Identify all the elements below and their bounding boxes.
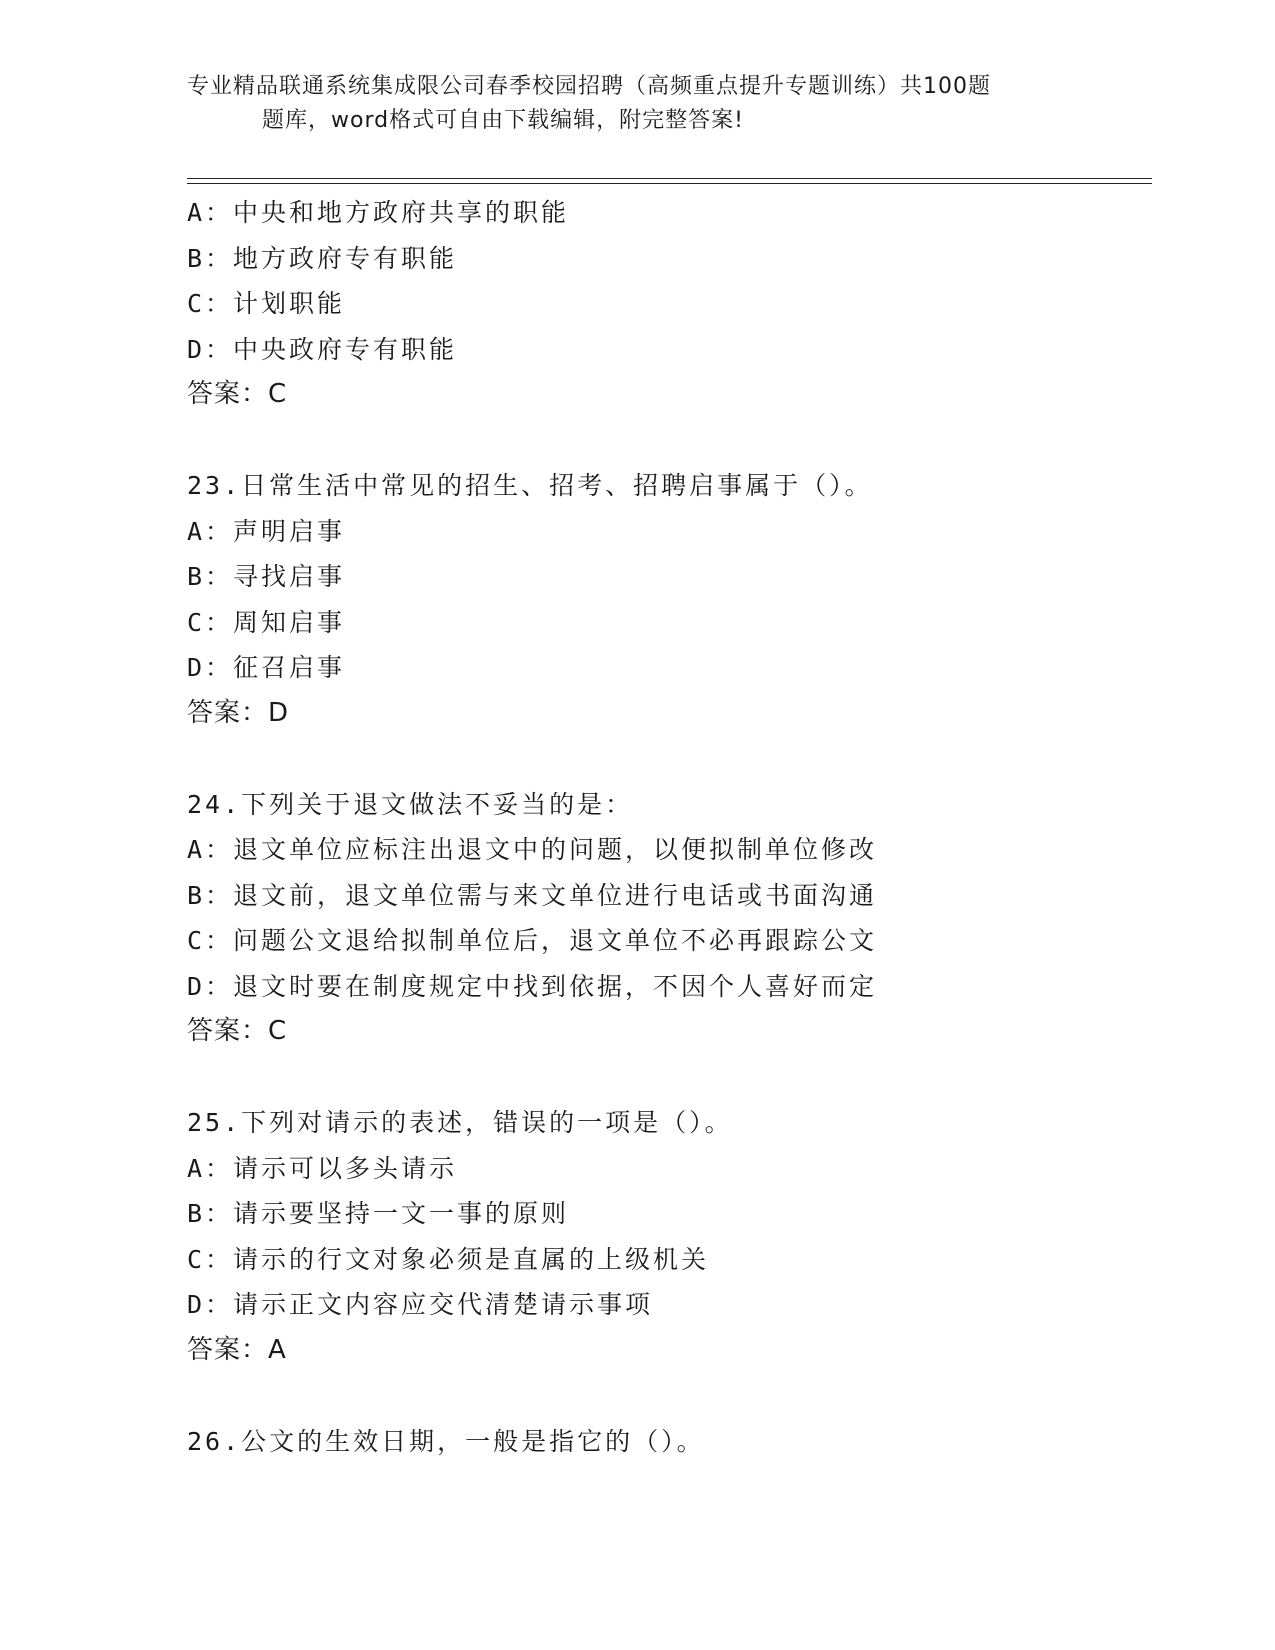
spacer (187, 1373, 1187, 1419)
question-block-25 (187, 1100, 1187, 1373)
question-block-22 (187, 190, 1187, 418)
option-a: A：请示可以多头请示 (187, 1153, 458, 1183)
answer-label: 答案：C (187, 1016, 288, 1046)
option-d: D：征召启事 (187, 653, 346, 682)
option-b: B：请示要坚持一文一事的原则 (187, 1199, 570, 1228)
option-d: D：中央政府专有职能 (187, 334, 458, 364)
option-c: C：计划职能 (187, 289, 346, 318)
option-a: A：退文单位应标注出退文中的问题，以便拟制单位修改 (187, 835, 878, 864)
header-title-line-1: 专业精品联通系统集成限公司春季校园招聘（高频重点提升专题训练）共100题 (187, 74, 991, 99)
question-text: 26.公文的生效日期，一般是指它的（）。 (187, 1426, 705, 1456)
question-block-24 (187, 782, 1187, 1055)
question-text: 25.下列对请示的表述，错误的一项是（）。 (187, 1108, 733, 1137)
question-block-26 (187, 1419, 1187, 1465)
answer-label: 答案：D (187, 697, 290, 728)
header-divider-bottom (187, 183, 1152, 184)
answer-label: 答案：C (187, 379, 288, 409)
spacer (187, 1055, 1187, 1101)
document-header (0, 70, 1275, 138)
option-d: D：请示正文内容应交代清楚请示事项 (187, 1290, 654, 1319)
option-b: B：寻找启事 (187, 562, 346, 591)
question-list (187, 190, 1187, 1464)
option-a: A：中央和地方政府共享的职能 (187, 198, 570, 227)
header-divider-top (187, 178, 1152, 179)
question-text: 23.日常生活中常见的招生、招考、招聘启事属于（）。 (187, 471, 873, 500)
option-c: C：请示的行文对象必须是直属的上级机关 (187, 1244, 710, 1274)
question-text: 24.下列关于退文做法不妥当的是： (187, 789, 634, 819)
option-c: C：问题公文退给拟制单位后，退文单位不必再跟踪公文 (187, 926, 878, 955)
option-b: B：地方政府专有职能 (187, 243, 458, 273)
spacer (187, 736, 1187, 782)
answer-label: 答案：A (187, 1334, 287, 1365)
option-c: C：周知启事 (187, 607, 346, 637)
option-a: A：声明启事 (187, 516, 346, 546)
header-title-line-2: 题库，word格式可自由下载编辑，附完整答案! (262, 108, 744, 133)
option-b: B：退文前，退文单位需与来文单位进行电话或书面沟通 (187, 880, 878, 910)
spacer (187, 418, 1187, 464)
question-block-23 (187, 463, 1187, 736)
option-d: D：退文时要在制度规定中找到依据，不因个人喜好而定 (187, 971, 878, 1001)
